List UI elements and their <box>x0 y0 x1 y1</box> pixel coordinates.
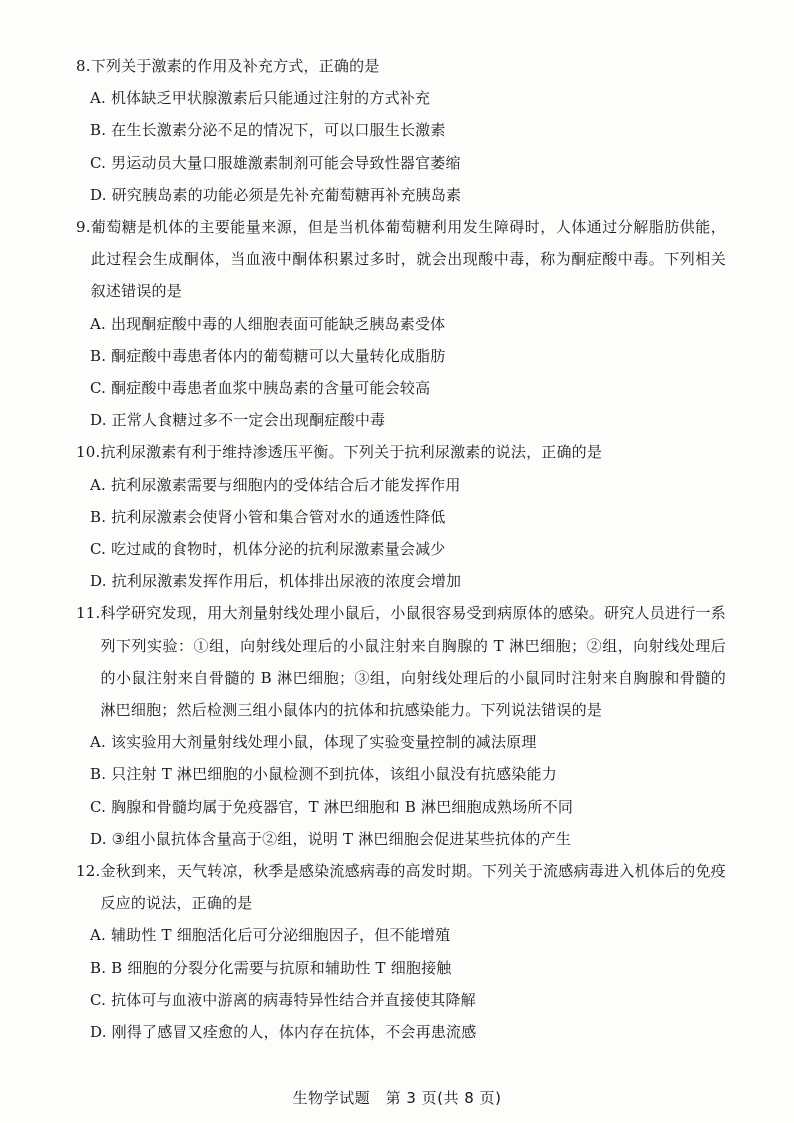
question-8 <box>76 50 726 211</box>
page-footer: 生物学试题 第 3 页(共 8 页) <box>292 1089 502 1107</box>
option-d: D. 正常人食糖过多不一定会出现酮症酸中毒 <box>90 411 386 430</box>
option-b: B. 抗利尿激素会使肾小管和集合管对水的通透性降低 <box>90 507 446 526</box>
option-c: C. 酮症酸中毒患者血浆中胰岛素的含量可能会较高 <box>90 379 431 398</box>
option-b: B. 酮症酸中毒患者体内的葡萄糖可以大量转化成脂肪 <box>90 346 446 365</box>
question-list <box>76 50 726 1048</box>
question-text: 下列关于激素的作用及补充方式，正确的是 <box>90 57 380 75</box>
question-number: 11. <box>76 604 101 623</box>
question-number: 8. <box>76 57 91 75</box>
question-text: 葡萄糖是机体的主要能量来源，但是当机体葡萄糖利用发生障碍时，人体通过分解脂肪供能，此过程会生成酮体，当血液中酮体积累过多时，就会出现酸中毒，称为酮症酸中毒。下列相关叙述错误的是 <box>90 218 726 301</box>
question-stem <box>76 211 726 308</box>
question-11 <box>76 597 726 855</box>
question-number: 10. <box>76 443 101 462</box>
option-d: D. 研究胰岛素的功能必须是先补充葡萄糖再补充胰岛素 <box>90 185 462 204</box>
option-c: C. 吃过咸的食物时，机体分泌的抗利尿激素量会减少 <box>90 540 446 559</box>
option-c: C. 男运动员大量口服雄激素制剂可能会导致性器官萎缩 <box>90 153 461 172</box>
option-a: A. 机体缺乏甲状腺激素后只能通过注射的方式补充 <box>90 89 431 108</box>
option-b: B. B 细胞的分裂分化需要与抗原和辅助性 T 细胞接触 <box>90 958 452 977</box>
question-text: 金秋到来，天气转凉，秋季是感染流感病毒的高发时期。下列关于流感病毒进入机体后的免疫反应的说法，正确的是 <box>100 862 726 913</box>
option-a: A. 出现酮症酸中毒的人细胞表面可能缺乏胰岛素受体 <box>90 314 446 333</box>
question-text: 抗利尿激素有利于维持渗透压平衡。下列关于抗利尿激素的说法，正确的是 <box>100 443 603 462</box>
option-a: A. 辅助性 T 细胞活化后可分泌细胞因子，但不能增殖 <box>90 926 451 945</box>
option-c: C. 抗体可与血液中游离的病毒特异性结合并直接使其降解 <box>90 990 476 1009</box>
option-a: A. 该实验用大剂量射线处理小鼠，体现了实验变量控制的减法原理 <box>90 733 537 752</box>
question-number: 12. <box>76 862 101 881</box>
option-d: D. 刚得了感冒又痊愈的人，体内存在抗体，不会再患流感 <box>90 1023 477 1042</box>
option-b: B. 只注射 T 淋巴细胞的小鼠检测不到抗体，该组小鼠没有抗感染能力 <box>90 765 557 784</box>
question-stem <box>76 597 726 726</box>
option-b: B. 在生长激素分泌不足的情况下，可以口服生长激素 <box>90 121 446 140</box>
question-stem <box>76 436 726 468</box>
option-a: A. 抗利尿激素需要与细胞内的受体结合后才能发挥作用 <box>90 475 461 494</box>
question-12 <box>76 855 726 1048</box>
option-d: D. 抗利尿激素发挥作用后，机体排出尿液的浓度会增加 <box>90 572 462 591</box>
question-number: 9. <box>76 218 91 237</box>
question-text: 科学研究发现，用大剂量射线处理小鼠后，小鼠很容易受到病原体的感染。研究人员进行一系列下列实验：①组，向射线处理后的小鼠注射来自胸腺的 T 淋巴细胞；②组，向射线处理后的小鼠注射来自骨髓的 B 淋巴细胞；③组，向射线处理后的小鼠同时注射来自胸腺和骨髓的淋巴细胞；然后检测三组小鼠体内的抗体和抗感染能力。下列说法错误的是 <box>100 604 726 720</box>
question-10 <box>76 436 726 597</box>
question-stem <box>76 855 726 919</box>
option-c: C. 胸腺和骨髓均属于免疫器官，T 淋巴细胞和 B 淋巴细胞成熟场所不同 <box>90 797 574 816</box>
option-d: D. ③组小鼠抗体含量高于②组，说明 T 淋巴细胞会促进某些抗体的产生 <box>90 829 572 848</box>
question-stem <box>76 50 726 82</box>
question-9 <box>76 211 726 436</box>
